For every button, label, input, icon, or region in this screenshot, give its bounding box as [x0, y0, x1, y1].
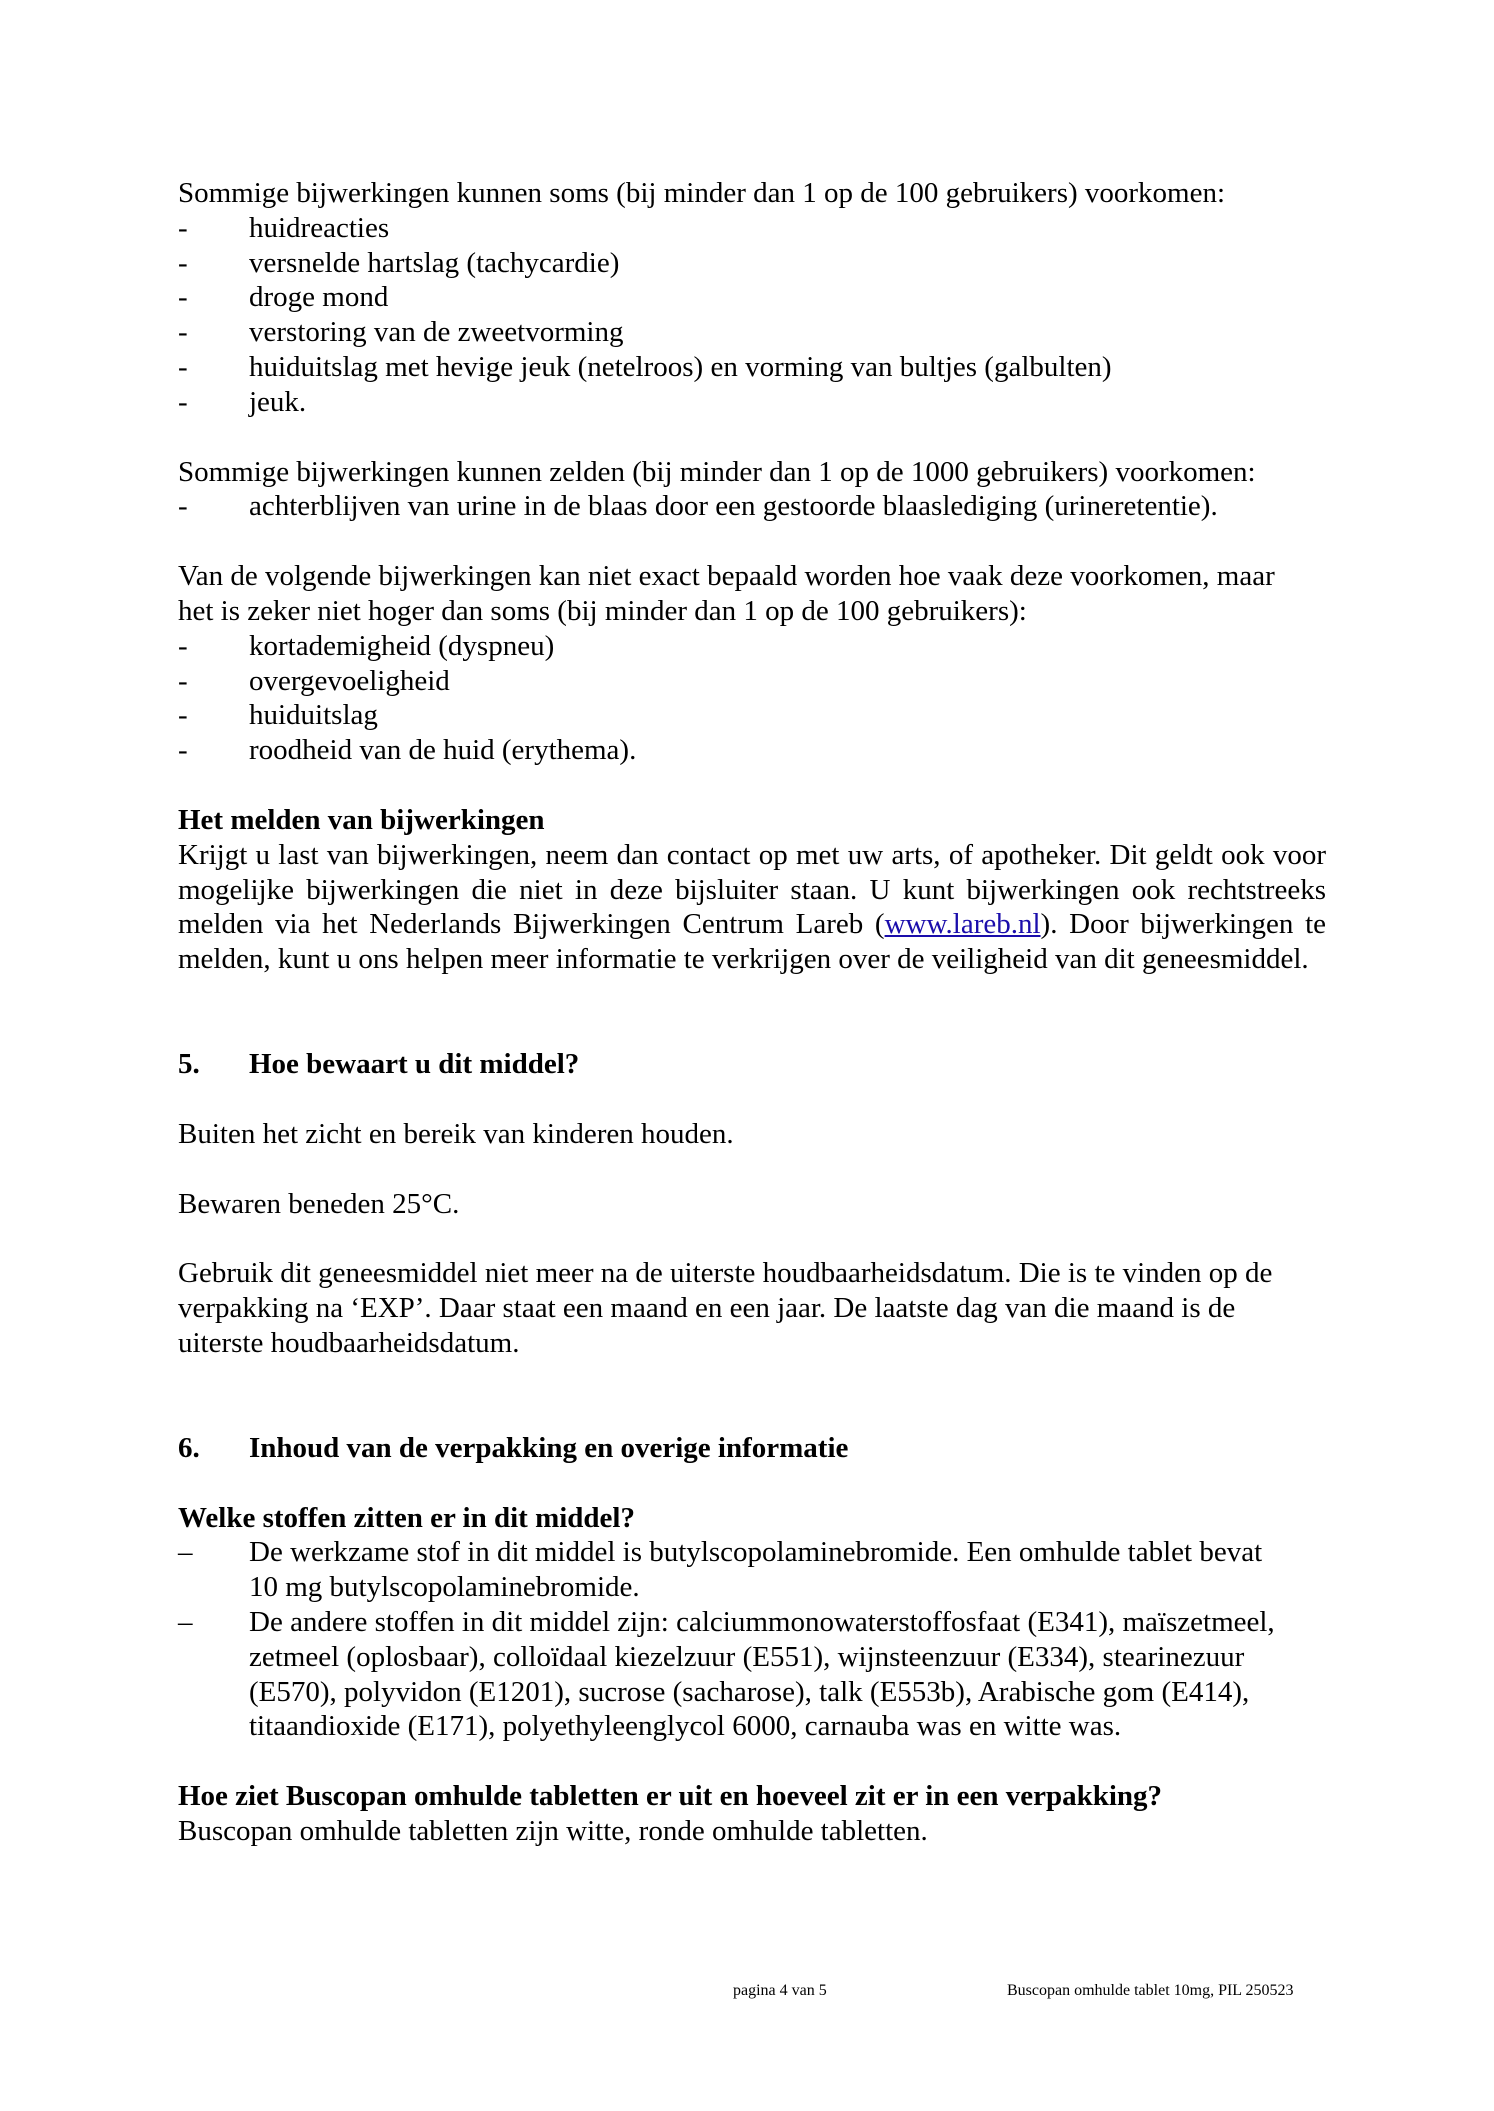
list-item: - droge mond	[178, 281, 389, 314]
expiry-line1: Gebruik dit geneesmiddel niet meer na de uiterste houdbaarheidsdatum. Die is te vinden op de	[178, 1257, 1273, 1290]
lareb-link[interactable]: www.lareb.nl	[884, 908, 1041, 941]
appearance-text: Buscopan omhulde tabletten zijn witte, ronde omhulde tabletten.	[178, 1814, 928, 1847]
list-item-continuation: (E570), polyvidon (E1201), sucrose (sacharose), talk (E553b), Arabische gom (E414),	[249, 1675, 1250, 1708]
rare-intro: Sommige bijwerkingen kunnen zelden (bij minder dan 1 op de 1000 gebruikers) voorkomen:	[178, 455, 1256, 488]
document-id: Buscopan omhulde tablet 10mg, PIL 250523	[1007, 1982, 1294, 1999]
list-item: - verstoring van de zweetvorming	[178, 316, 624, 349]
list-item: – De andere stoffen in dit middel zijn: calciummonowaterstoffosfaat (E341), maïszetmeel,	[178, 1605, 1275, 1638]
list-item-continuation: zetmeel (oplosbaar), colloïdaal kiezelzuur (E551), wijnsteenzuur (E334), stearinezuur	[249, 1640, 1245, 1673]
list-item: - jeuk.	[178, 385, 307, 418]
list-item: - roodheid van de huid (erythema).	[178, 734, 637, 767]
unknown-intro-line1: Van de volgende bijwerkingen kan niet exact bepaald worden hoe vaak deze voorkomen, maar	[178, 560, 1275, 593]
list-item-continuation: 10 mg butylscopolaminebromide.	[249, 1571, 640, 1604]
list-item: - huiduitslag met hevige jeuk (netelroos) en vorming van bultjes (galbulten)	[178, 350, 1112, 383]
expiry-line2: verpakking na ‘EXP’. Daar staat een maand en een jaar. De laatste dag van die maand is de	[178, 1292, 1236, 1325]
list-item: – De werkzame stof in dit middel is butylscopolaminebromide. Een omhulde tablet bevat	[178, 1536, 1263, 1569]
storage-children: Buiten het zicht en bereik van kinderen houden.	[178, 1117, 734, 1150]
sometimes-intro: Sommige bijwerkingen kunnen soms (bij minder dan 1 op de 100 gebruikers) voorkomen:	[178, 177, 1226, 209]
appearance-heading: Hoe ziet Buscopan omhulde tabletten er uit en hoeveel zit er in een verpakking?	[178, 1780, 1163, 1813]
page-number: pagina 4 van 5	[733, 1982, 827, 1999]
section-6-heading: 6. Inhoud van de verpakking en overige informatie	[178, 1431, 849, 1464]
reporting-heading: Het melden van bijwerkingen	[178, 803, 545, 836]
list-item: - versnelde hartslag (tachycardie)	[178, 246, 620, 279]
list-item: - huidreacties	[178, 211, 390, 244]
list-item: - overgevoeligheid	[178, 664, 450, 697]
page-content	[178, 176, 1326, 1849]
list-item-continuation: titaandioxide (E171), polyethyleenglycol 6000, carnauba was en witte was.	[249, 1710, 1122, 1743]
expiry-line3: uiterste houdbaarheidsdatum.	[178, 1326, 520, 1359]
section-5-heading: 5. Hoe bewaart u dit middel?	[178, 1047, 580, 1080]
list-item: - achterblijven van urine in de blaas door een gestoorde blaaslediging (urineretentie).	[178, 490, 1218, 523]
storage-temperature: Bewaren beneden 25°C.	[178, 1187, 460, 1220]
list-item: - kortademigheid (dyspneu)	[178, 629, 555, 662]
reporting-paragraph: Krijgt u last van bijwerkingen, neem dan contact op met uw arts, of apotheker. Dit geldt ook voor mogelijke bijwerkingen die niet in deze bijsluiter staan. U kunt bijwerkingen ook rechtstreeks melden via het Nederlands Bijwerkingen Centrum Lareb (www.lareb.nl). Door bijwerkingen te melden, kunt u ons helpen meer informatie te verkrijgen over de veiligheid van dit geneesmiddel.	[178, 838, 1327, 976]
ingredients-heading: Welke stoffen zitten er in dit middel?	[178, 1501, 635, 1534]
unknown-intro-line2: het is zeker niet hoger dan soms (bij minder dan 1 op de 100 gebruikers):	[178, 594, 1027, 627]
list-item: - huiduitslag	[178, 699, 378, 732]
